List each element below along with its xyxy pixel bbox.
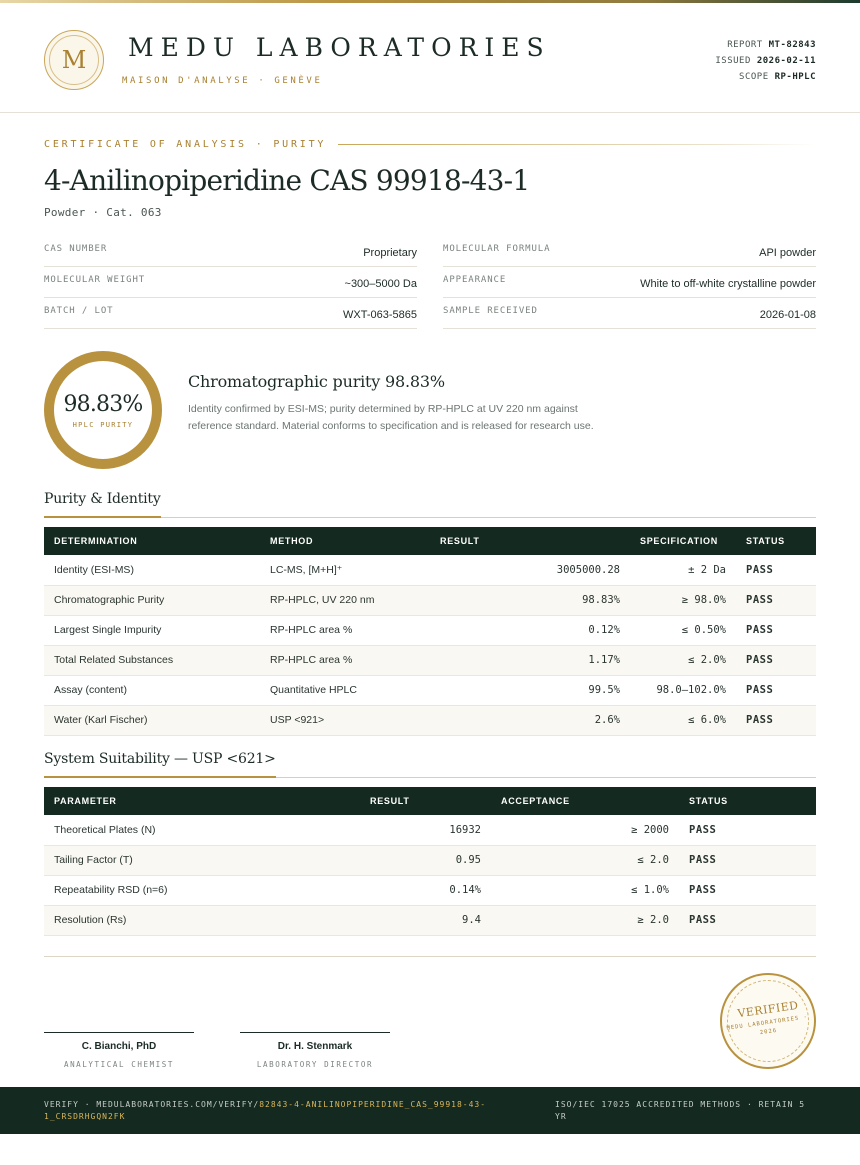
determination-cell: Water (Karl Fischer) [44, 705, 260, 735]
status-badge: PASS [736, 705, 816, 735]
seal-subtitle: MEDU LABORATORIES · 2026 [726, 1014, 809, 1037]
method-cell: LC-MS, [M+H]⁺ [260, 555, 430, 585]
signature-block-director [240, 1032, 390, 1069]
column-header: RESULT [440, 536, 480, 546]
verify-link[interactable]: 82843-4-ANILINOPIPERIDINE_CAS_99918-43-1_CRSDRHGQN2FK [44, 1100, 487, 1121]
product-title: 4-Anilinopiperidine CAS 99918-43-1 [44, 164, 530, 197]
result-cell: 3005000.28 [430, 555, 630, 585]
spec-grid [44, 236, 816, 329]
spec-cell: ≥ 98.0% [630, 585, 736, 615]
status-badge: PASS [736, 585, 816, 615]
method-cell: RP-HPLC, UV 220 nm [260, 585, 430, 615]
section-title: System Suitability — USP <621> [44, 751, 276, 778]
column-header: DETERMINATION [54, 536, 138, 546]
result-cell: 1.17% [430, 645, 630, 675]
table-row [44, 675, 816, 705]
spec-row [44, 236, 417, 267]
spec-value: 2026-01-08 [759, 309, 816, 321]
table-row [44, 585, 816, 615]
signatory-name: C. Bianchi, PhD [81, 1041, 157, 1052]
table-header-row [44, 527, 816, 555]
document-eyebrow [44, 139, 816, 150]
acceptance-cell: ≤ 2.0 [491, 845, 679, 875]
column-header: RESULT [370, 796, 410, 806]
column-header: PARAMETER [54, 796, 117, 806]
scope-value: RP-HPLC [774, 72, 816, 82]
acceptance-cell: ≤ 1.0% [491, 875, 679, 905]
signatory-role: ANALYTICAL CHEMIST [63, 1060, 175, 1069]
divider [44, 956, 816, 957]
report-meta [715, 37, 816, 85]
purity-ring-label: HPLC PURITY [72, 420, 134, 429]
footer [0, 1087, 860, 1134]
spec-value: WXT-063-5865 [343, 309, 417, 321]
table-row [44, 645, 816, 675]
purity-note: Identity confirmed by ESI-MS; purity determined by RP-HPLC at UV 220 nm against reference standard. Material conforms to specification and is released for research use. [188, 403, 594, 432]
result-cell: 16932 [360, 815, 491, 845]
spec-value: Proprietary [363, 247, 417, 259]
scope-label: SCOPE [739, 72, 769, 82]
table-row [44, 845, 816, 875]
determination-cell: Chromatographic Purity [44, 585, 260, 615]
spec-row [443, 267, 816, 298]
result-cell: 98.83% [430, 585, 630, 615]
acceptance-cell: ≥ 2.0 [491, 905, 679, 935]
spec-value: API powder [759, 247, 816, 259]
status-badge: PASS [736, 675, 816, 705]
result-cell: 0.95 [360, 845, 491, 875]
parameter-cell: Resolution (Rs) [44, 905, 360, 935]
accreditation-note: ISO/IEC 17025 ACCREDITED METHODS · RETAIN 5 YR [555, 1100, 806, 1121]
letterhead [0, 3, 860, 113]
issued-label: ISSUED [715, 56, 751, 66]
table-row [44, 905, 816, 935]
column-header: STATUS [689, 796, 728, 806]
spec-cell: ≤ 2.0% [630, 645, 736, 675]
table-row [44, 615, 816, 645]
suitability-table [44, 787, 816, 936]
eyebrow-rule [338, 144, 816, 145]
spec-label: MOLECULAR WEIGHT [44, 275, 146, 285]
result-cell: 99.5% [430, 675, 630, 705]
purity-heading: Chromatographic purity 98.83% [188, 372, 445, 391]
verified-seal [720, 973, 816, 1069]
column-header: METHOD [270, 536, 314, 546]
spec-row [44, 267, 417, 298]
spec-label: APPEARANCE [443, 275, 507, 285]
determination-cell: Assay (content) [44, 675, 260, 705]
spec-cell: ≤ 6.0% [630, 705, 736, 735]
seal-title: VERIFIED [736, 998, 800, 1021]
result-cell: 9.4 [360, 905, 491, 935]
column-header: ACCEPTANCE [501, 796, 570, 806]
identity-table [44, 527, 816, 736]
table-row [44, 555, 816, 585]
logo-monogram: M [49, 35, 99, 85]
spec-label: CAS NUMBER [44, 244, 108, 254]
result-cell: 0.14% [360, 875, 491, 905]
report-number: MT-82843 [768, 40, 816, 50]
spec-row [443, 298, 816, 329]
spec-row [443, 236, 816, 267]
determination-cell: Largest Single Impurity [44, 615, 260, 645]
status-badge: PASS [679, 815, 816, 845]
verify-line [44, 1099, 514, 1123]
table-row [44, 815, 816, 845]
section-header-suitability [44, 750, 816, 778]
signatory-name: Dr. H. Stenmark [277, 1041, 353, 1052]
product-subline: Powder · Cat. 063 [44, 206, 162, 219]
result-cell: 0.12% [430, 615, 630, 645]
spec-label: BATCH / LOT [44, 306, 114, 316]
result-cell: 2.6% [430, 705, 630, 735]
purity-value: 98.83% [63, 391, 143, 417]
spec-row [44, 298, 417, 329]
section-title: Purity & Identity [44, 491, 161, 518]
lab-logo [44, 30, 104, 90]
purity-ring [44, 351, 162, 469]
brand-tagline: MAISON D'ANALYSE · GENÈVE [122, 76, 323, 86]
determination-cell: Identity (ESI-MS) [44, 555, 260, 585]
spec-label: SAMPLE RECEIVED [443, 306, 538, 316]
status-badge: PASS [679, 845, 816, 875]
signatory-role: LABORATORY DIRECTOR [256, 1060, 374, 1069]
issued-date: 2026-02-11 [756, 56, 816, 66]
eyebrow-text: CERTIFICATE OF ANALYSIS · PURITY [44, 139, 327, 150]
table-row [44, 705, 816, 735]
parameter-cell: Tailing Factor (T) [44, 845, 360, 875]
method-cell: RP-HPLC area % [260, 645, 430, 675]
spec-cell: ± 2 Da [630, 555, 736, 585]
status-badge: PASS [736, 615, 816, 645]
signature-block-chemist [44, 1032, 194, 1069]
parameter-cell: Theoretical Plates (N) [44, 815, 360, 845]
column-header: STATUS [746, 536, 785, 546]
spec-value: White to off-white crystalline powder [640, 278, 816, 290]
parameter-cell: Repeatability RSD (n=6) [44, 875, 360, 905]
method-cell: RP-HPLC area % [260, 615, 430, 645]
spec-label: MOLECULAR FORMULA [443, 244, 551, 254]
table-header-row [44, 787, 816, 815]
spec-value: ~300–5000 Da [344, 278, 417, 290]
report-label: REPORT [727, 40, 763, 50]
column-header: SPECIFICATION [640, 536, 718, 546]
table-row [44, 875, 816, 905]
determination-cell: Total Related Substances [44, 645, 260, 675]
method-cell: USP <921> [260, 705, 430, 735]
section-header-identity [44, 490, 816, 518]
method-cell: Quantitative HPLC [260, 675, 430, 705]
status-badge: PASS [679, 905, 816, 935]
status-badge: PASS [679, 875, 816, 905]
spec-cell: ≤ 0.50% [630, 615, 736, 645]
verify-prefix: VERIFY · MEDULABORATORIES.COM/VERIFY/ [44, 1100, 260, 1109]
brand-name: MEDU LABORATORIES [128, 33, 551, 62]
status-badge: PASS [736, 645, 816, 675]
acceptance-cell: ≥ 2000 [491, 815, 679, 845]
spec-cell: 98.0–102.0% [630, 675, 736, 705]
status-badge: PASS [736, 555, 816, 585]
